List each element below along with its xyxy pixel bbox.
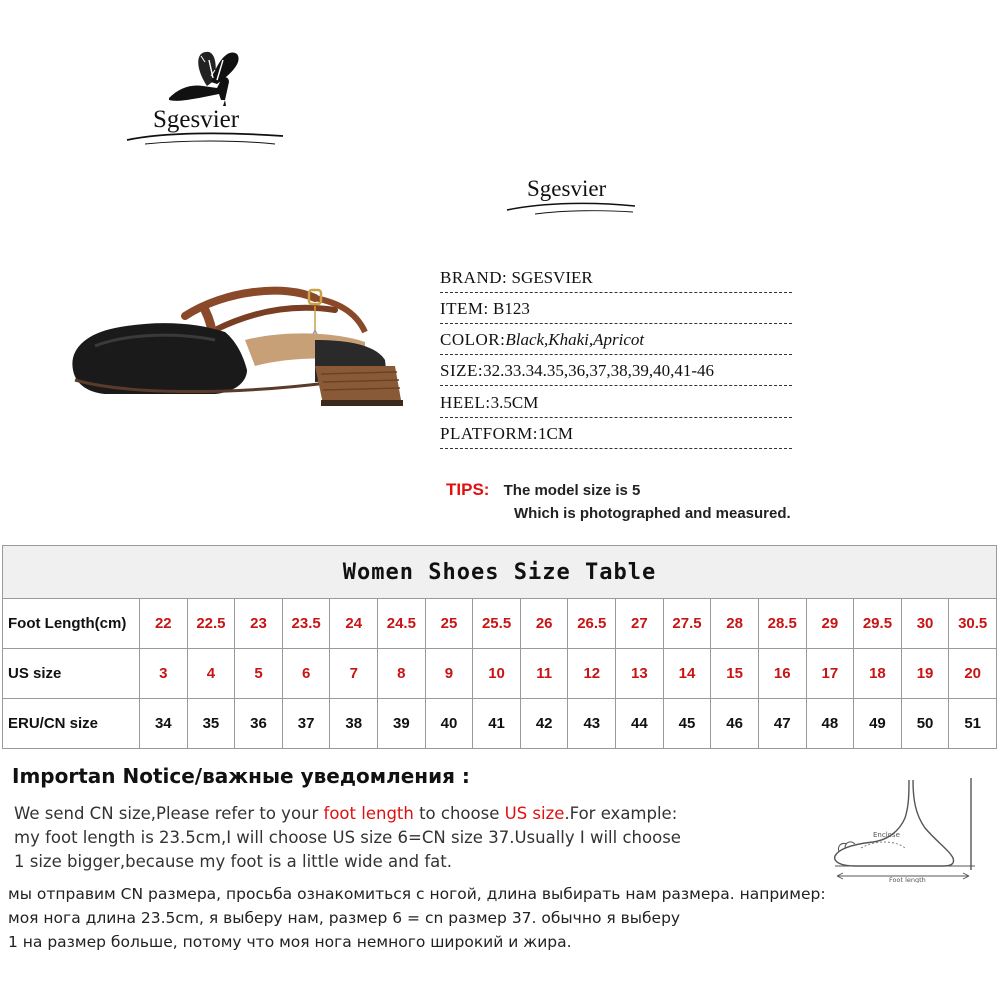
table-cell: 4 xyxy=(187,649,235,699)
spec-value: 3.5CM xyxy=(490,393,539,412)
table-cell: 12 xyxy=(568,649,616,699)
spec-line xyxy=(440,361,714,381)
size-table-title-row xyxy=(3,546,997,599)
notice-en-line-2: my foot length is 23.5cm,I will choose US size 6=CN size 37.Usually I will choose xyxy=(14,828,681,847)
table-cell: 25.5 xyxy=(473,599,521,649)
spec-line xyxy=(440,268,593,288)
table-cell: 23 xyxy=(235,599,283,649)
spec-underline xyxy=(440,385,792,386)
notice-ru-line-3: 1 на размер больше, потому что моя нога немного широкий и жира. xyxy=(8,933,572,951)
foot-length-highlight: foot length xyxy=(323,804,414,823)
table-cell: 50 xyxy=(901,699,949,749)
table-cell: 51 xyxy=(949,699,997,749)
spec-value: 1CM xyxy=(538,424,573,443)
table-cell: 27 xyxy=(616,599,664,649)
table-cell: 24 xyxy=(330,599,378,649)
table-cell: 42 xyxy=(520,699,568,749)
table-cell: 48 xyxy=(806,699,854,749)
spec-value: Black,Khaki,Apricot xyxy=(505,330,645,349)
row-header: US size xyxy=(3,649,140,699)
tips-label: TIPS: xyxy=(446,480,490,499)
table-cell: 18 xyxy=(854,649,902,699)
shoe-product-image xyxy=(65,270,425,420)
row-header: Foot Length(cm) xyxy=(3,599,140,649)
table-cell: 17 xyxy=(806,649,854,699)
table-cell: 29.5 xyxy=(854,599,902,649)
table-row xyxy=(3,699,997,749)
table-row xyxy=(3,649,997,699)
table-cell: 3 xyxy=(140,649,188,699)
spec-underline xyxy=(440,448,792,449)
table-row xyxy=(3,599,997,649)
table-cell: 8 xyxy=(378,649,426,699)
spec-line xyxy=(440,393,538,413)
table-cell: 19 xyxy=(901,649,949,699)
table-cell: 10 xyxy=(473,649,521,699)
table-cell: 22.5 xyxy=(187,599,235,649)
table-cell: 30 xyxy=(901,599,949,649)
table-cell: 34 xyxy=(140,699,188,749)
table-cell: 36 xyxy=(235,699,283,749)
spec-line xyxy=(440,424,573,444)
table-cell: 37 xyxy=(282,699,330,749)
table-cell: 25 xyxy=(425,599,473,649)
notice-english xyxy=(14,802,774,874)
notice-russian xyxy=(8,882,998,954)
notice-ru-line-2: моя нога длина 23.5cm, я выберу нам, размер 6 = cn размер 37. обычно я выберу xyxy=(8,909,681,927)
table-cell: 6 xyxy=(282,649,330,699)
table-cell: 15 xyxy=(711,649,759,699)
spec-key: SIZE: xyxy=(440,361,484,380)
enclose-label: Enclose xyxy=(873,831,900,839)
table-cell: 14 xyxy=(663,649,711,699)
spec-underline xyxy=(440,354,792,355)
tips-line-2: Which is photographed and measured. xyxy=(514,505,791,522)
notice-en-line-1: We send CN size,Please refer to your foot length to choose US size.For example: xyxy=(14,804,678,823)
foot-measure-diagram xyxy=(825,778,985,883)
spec-line xyxy=(440,330,644,350)
notice-en-line-3: 1 size bigger,because my foot is a little wide and fat. xyxy=(14,852,452,871)
brand-logo-text: Sgesvier xyxy=(153,106,240,133)
table-cell: 49 xyxy=(854,699,902,749)
spec-key: BRAND: xyxy=(440,268,508,287)
table-cell: 11 xyxy=(520,649,568,699)
table-cell: 29 xyxy=(806,599,854,649)
table-cell: 46 xyxy=(711,699,759,749)
table-cell: 28.5 xyxy=(758,599,806,649)
table-cell: 43 xyxy=(568,699,616,749)
brand-logo-mid xyxy=(505,172,640,222)
table-cell: 22 xyxy=(140,599,188,649)
spec-key: COLOR: xyxy=(440,330,506,349)
table-cell: 20 xyxy=(949,649,997,699)
brand-logo-text: Sgesvier xyxy=(527,176,607,201)
row-header: ERU/CN size xyxy=(3,699,140,749)
table-cell: 30.5 xyxy=(949,599,997,649)
table-cell: 23.5 xyxy=(282,599,330,649)
spec-key: ITEM: xyxy=(440,299,489,318)
brand-logo-top xyxy=(125,40,285,155)
spec-underline xyxy=(440,323,792,324)
table-cell: 26 xyxy=(520,599,568,649)
size-table-title: Women Shoes Size Table xyxy=(3,546,997,599)
spec-key: PLATFORM: xyxy=(440,424,539,443)
table-cell: 24.5 xyxy=(378,599,426,649)
tips-text-1: The model size is 5 xyxy=(503,482,641,499)
tips-line-1 xyxy=(446,480,640,500)
table-cell: 40 xyxy=(425,699,473,749)
table-cell: 47 xyxy=(758,699,806,749)
notice-title: Importan Notice/важные уведомления : xyxy=(12,764,470,788)
spec-value: B123 xyxy=(488,299,530,318)
table-cell: 5 xyxy=(235,649,283,699)
spec-value: 32.33.34.35,36,37,38,39,40,41-46 xyxy=(483,361,715,380)
us-size-highlight: US size xyxy=(504,804,565,823)
spec-value: SGESVIER xyxy=(507,268,593,287)
butterfly-shoe-icon xyxy=(125,40,285,155)
table-cell: 45 xyxy=(663,699,711,749)
table-cell: 44 xyxy=(616,699,664,749)
notice-ru-line-1: мы отправим CN размера, просьба ознакомиться с ногой, длина выбирать нам размера. например: xyxy=(8,885,826,903)
table-cell: 9 xyxy=(425,649,473,699)
spec-key: HEEL: xyxy=(440,393,491,412)
table-cell: 39 xyxy=(378,699,426,749)
table-cell: 7 xyxy=(330,649,378,699)
spec-underline xyxy=(440,417,792,418)
table-cell: 26.5 xyxy=(568,599,616,649)
table-cell: 16 xyxy=(758,649,806,699)
table-cell: 35 xyxy=(187,699,235,749)
table-cell: 13 xyxy=(616,649,664,699)
foot-length-label: Foot length xyxy=(889,876,926,883)
spec-underline xyxy=(440,292,792,293)
spec-line xyxy=(440,299,530,319)
table-cell: 27.5 xyxy=(663,599,711,649)
table-cell: 28 xyxy=(711,599,759,649)
table-cell: 41 xyxy=(473,699,521,749)
table-cell: 38 xyxy=(330,699,378,749)
size-table xyxy=(2,545,997,749)
